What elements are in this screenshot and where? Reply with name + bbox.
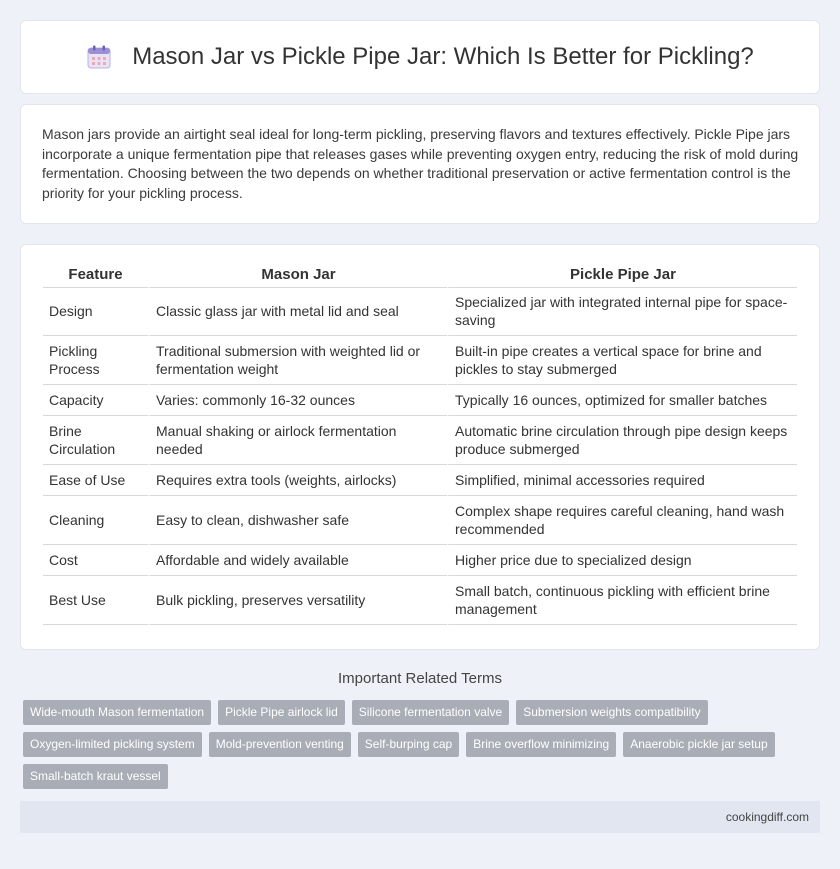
column-header-pickle-pipe-jar: Pickle Pipe Jar <box>447 263 797 288</box>
feature-cell: Cost <box>43 545 148 576</box>
table-row <box>43 416 797 465</box>
intro-section <box>20 104 820 224</box>
feature-cell: Cleaning <box>43 496 148 545</box>
related-term-tag[interactable]: Silicone fermentation valve <box>352 700 509 725</box>
related-term-tag[interactable]: Oxygen-limited pickling system <box>23 732 202 757</box>
feature-cell: Best Use <box>43 576 148 625</box>
table-row <box>43 385 797 416</box>
feature-cell: Pickling Process <box>43 336 148 385</box>
comparison-table <box>43 263 797 625</box>
table-row <box>43 496 797 545</box>
pickle-pipe-jar-cell: Specialized jar with integrated internal pipe for space-saving <box>447 288 797 336</box>
mason-jar-cell: Affordable and widely available <box>148 545 447 576</box>
related-term-tag[interactable]: Self-burping cap <box>358 732 459 757</box>
related-term-tag[interactable]: Small-batch kraut vessel <box>23 764 168 789</box>
pickle-pipe-jar-cell: Small batch, continuous pickling with efficient brine management <box>447 576 797 625</box>
mason-jar-cell: Manual shaking or airlock fermentation needed <box>148 416 447 465</box>
page-header <box>20 20 820 94</box>
related-term-tag[interactable]: Submersion weights compatibility <box>516 700 707 725</box>
mason-jar-cell: Classic glass jar with metal lid and seal <box>148 288 447 336</box>
pickle-pipe-jar-cell: Complex shape requires careful cleaning, hand wash recommended <box>447 496 797 545</box>
calendar-icon <box>86 44 112 70</box>
related-terms-list <box>23 700 820 789</box>
related-term-tag[interactable]: Wide-mouth Mason fermentation <box>23 700 211 725</box>
pickle-pipe-jar-cell: Simplified, minimal accessories required <box>447 465 797 496</box>
feature-cell: Capacity <box>43 385 148 416</box>
pickle-pipe-jar-cell: Typically 16 ounces, optimized for smaller batches <box>447 385 797 416</box>
pickle-pipe-jar-cell: Built-in pipe creates a vertical space for brine and pickles to stay submerged <box>447 336 797 385</box>
table-header-row <box>43 263 797 288</box>
column-header-mason-jar: Mason Jar <box>148 263 447 288</box>
related-term-tag[interactable]: Pickle Pipe airlock lid <box>218 700 345 725</box>
related-term-tag[interactable]: Brine overflow minimizing <box>466 732 616 757</box>
mason-jar-cell: Varies: commonly 16-32 ounces <box>148 385 447 416</box>
table-row <box>43 336 797 385</box>
table-row <box>43 576 797 625</box>
feature-cell: Design <box>43 288 148 336</box>
footer-site-link[interactable]: cookingdiff.com <box>725 810 809 824</box>
column-header-feature: Feature <box>43 263 148 288</box>
table-row <box>43 545 797 576</box>
feature-cell: Ease of Use <box>43 465 148 496</box>
table-row <box>43 465 797 496</box>
mason-jar-cell: Requires extra tools (weights, airlocks) <box>148 465 447 496</box>
related-term-tag[interactable]: Anaerobic pickle jar setup <box>623 732 774 757</box>
intro-paragraph: Mason jars provide an airtight seal ideal for long-term pickling, preserving flavors and textures effectively. Pickle Pipe jars incorporate a unique fermentation pipe that releases gases while preventing oxygen entry, reducing the risk of mold during fermentation. Choosing between the two depends on whether traditional preservation or active fermentation control is the priority for your pickling process. <box>42 126 799 201</box>
table-row <box>43 288 797 336</box>
feature-cell: Brine Circulation <box>43 416 148 465</box>
related-terms-title: Important Related Terms <box>338 670 502 687</box>
mason-jar-cell: Easy to clean, dishwasher safe <box>148 496 447 545</box>
page-footer <box>20 801 820 833</box>
comparison-section <box>20 244 820 650</box>
related-term-tag[interactable]: Mold-prevention venting <box>209 732 351 757</box>
page-title: Mason Jar vs Pickle Pipe Jar: Which Is Better for Pickling? <box>132 43 754 70</box>
mason-jar-cell: Traditional submersion with weighted lid or fermentation weight <box>148 336 447 385</box>
pickle-pipe-jar-cell: Higher price due to specialized design <box>447 545 797 576</box>
mason-jar-cell: Bulk pickling, preserves versatility <box>148 576 447 625</box>
pickle-pipe-jar-cell: Automatic brine circulation through pipe design keeps produce submerged <box>447 416 797 465</box>
